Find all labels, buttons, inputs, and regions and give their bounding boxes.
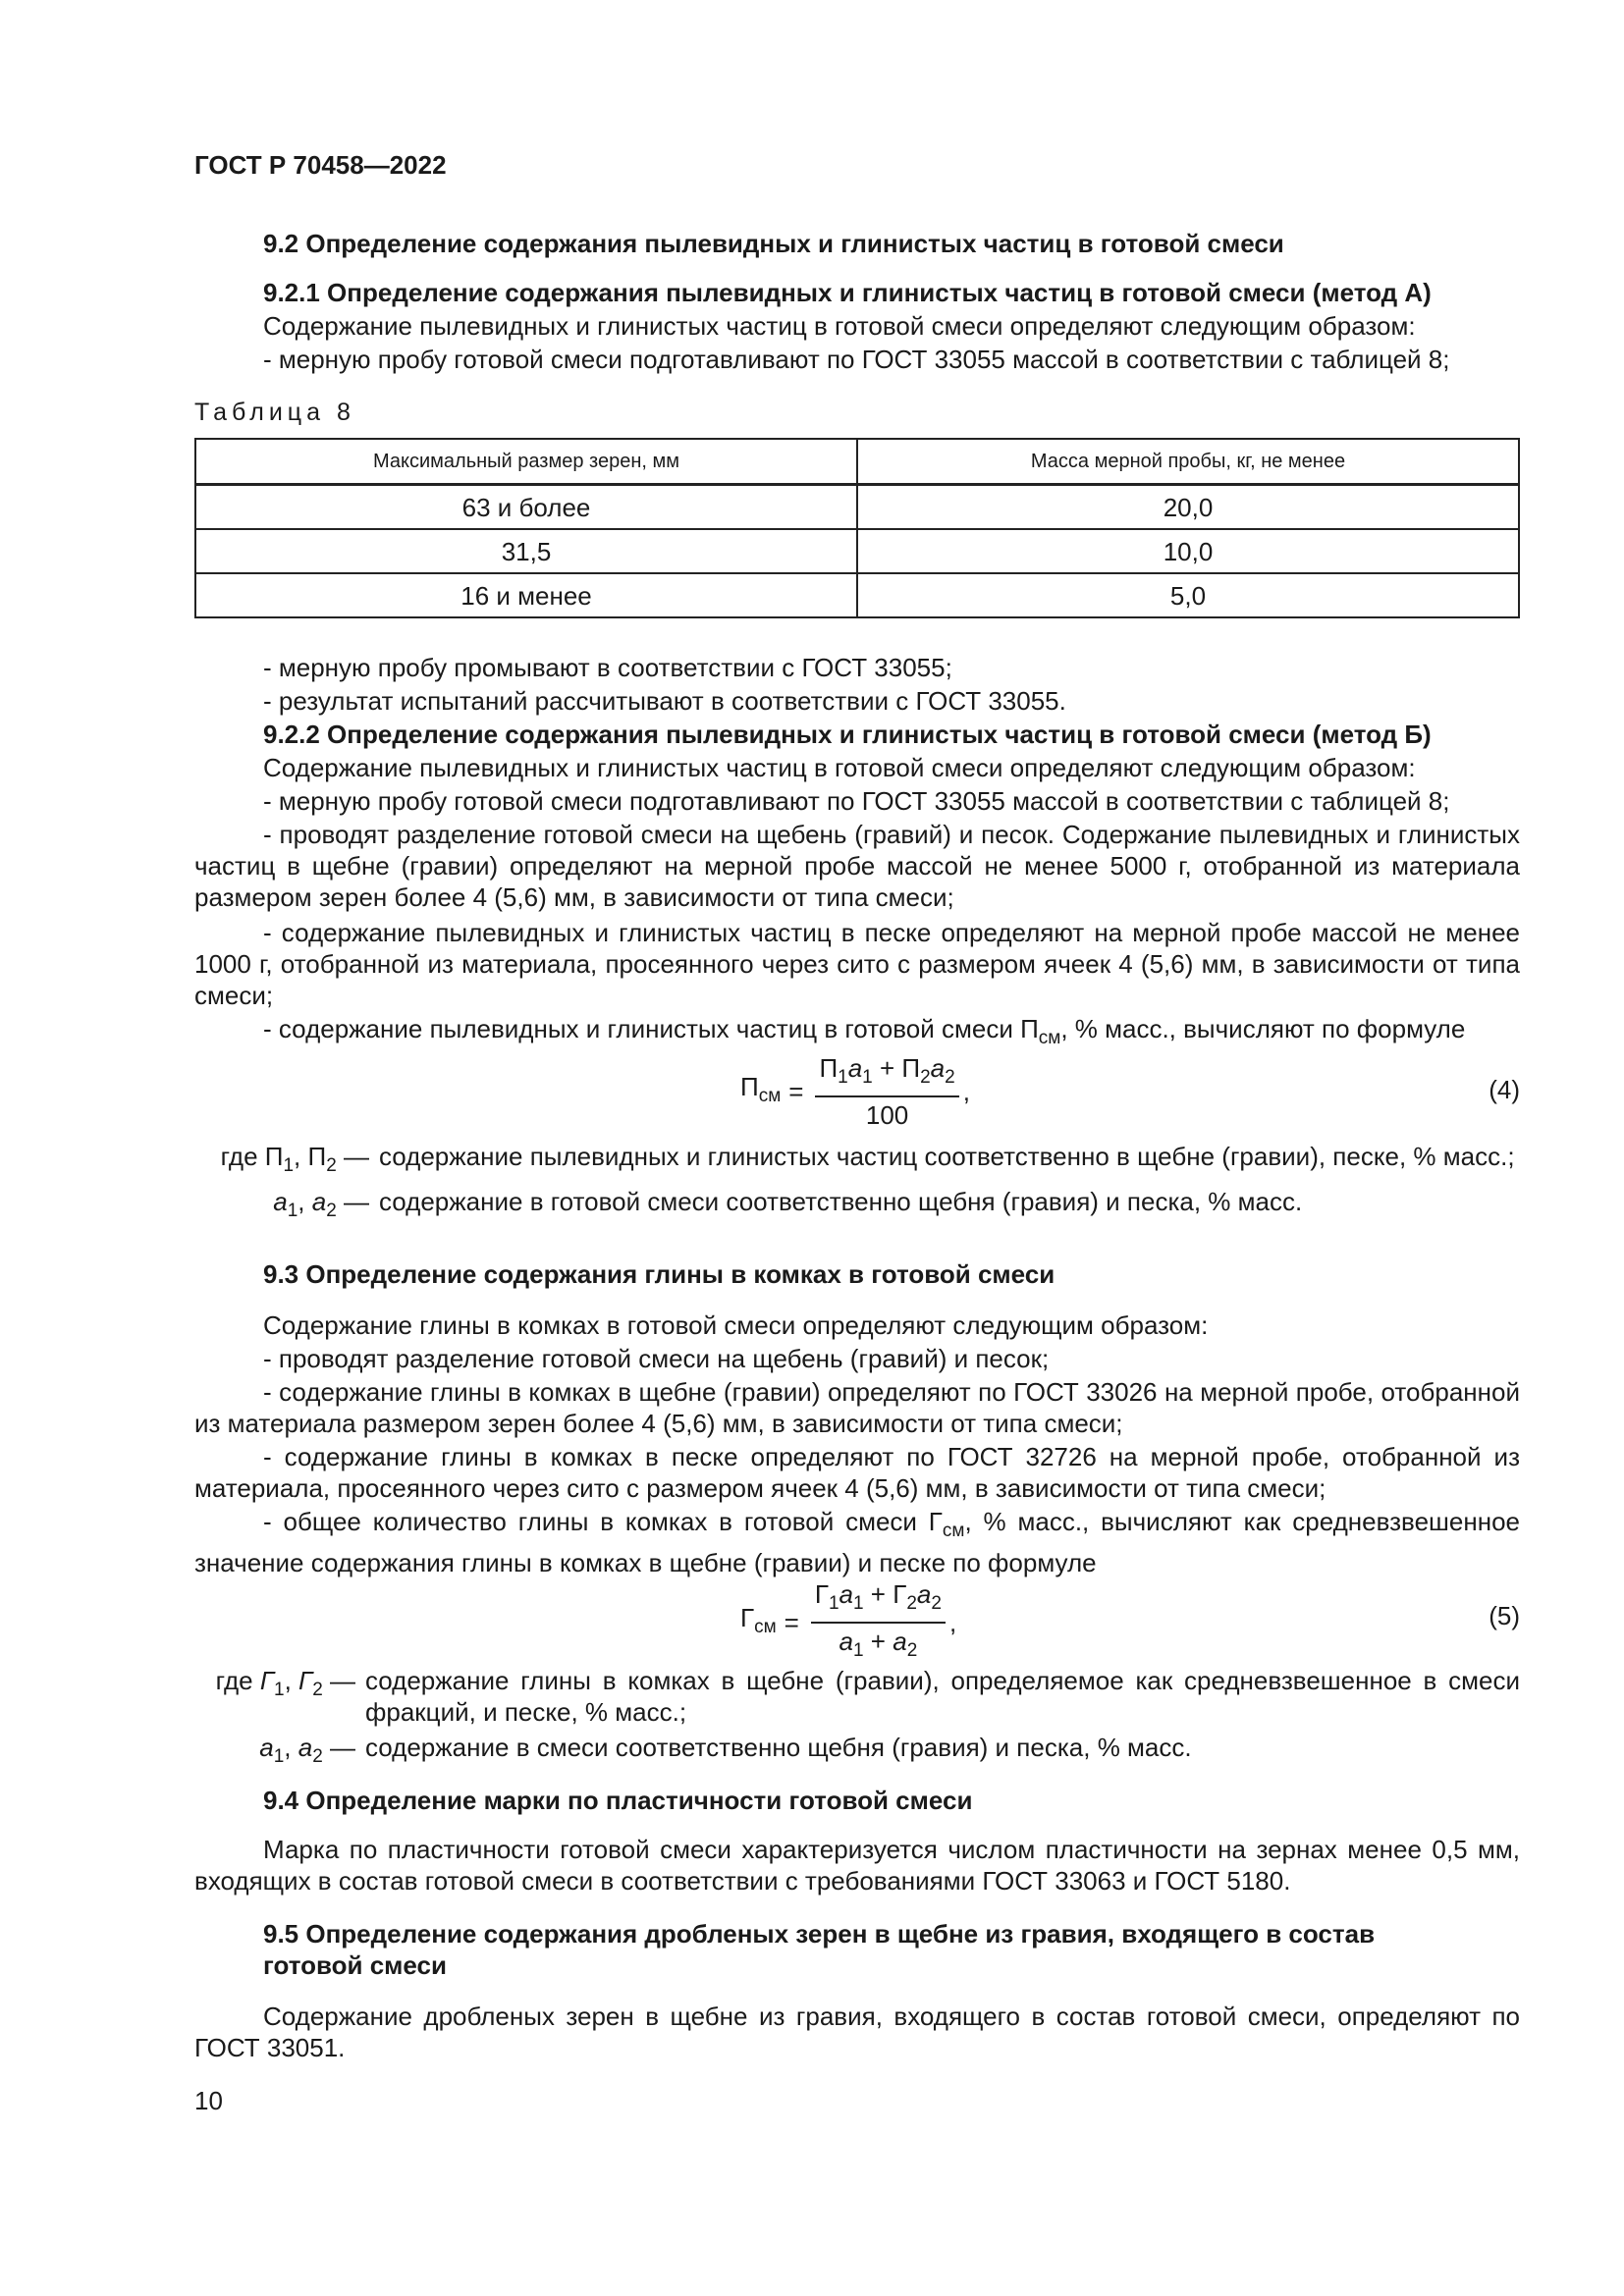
formula-denominator: $a_1 + a_2$ bbox=[839, 1627, 918, 1661]
table-row bbox=[195, 485, 1519, 530]
formula-4-legend bbox=[194, 1141, 1520, 1227]
table-header-cell: Максимальный размер зерен, мм bbox=[195, 439, 857, 485]
section-9-4-title: 9.4 Определение марки по пластичности готовой смеси bbox=[263, 1786, 973, 1815]
paragraph: - содержание пылевидных и глинистых частиц в песке определяют на мерной пробе массой не менее 1000 г, отобранной из материала, просеянного через сито с размером ячеек 4 (5,6) мм, в зависимости от типа смеси; bbox=[194, 918, 1520, 1010]
formula-fraction bbox=[811, 1578, 946, 1667]
section-9-2-title: 9.2 Определение содержания пылевидных и глинистых частиц в готовой смеси bbox=[263, 229, 1284, 258]
paragraph: - общее количество глины в комках в готовой смеси $Г_{см}$, % масс., вычисляют как средневзвешенное значение содержания глины в комках в щебне (гравии) и песке по формуле bbox=[194, 1507, 1520, 1577]
section-9-5-title: 9.5 Определение содержания дробленых зерен в щебне из гравия, входящего в состав готовой смеси bbox=[263, 1919, 1376, 1980]
legend-row: где $П_1$, $П_2$ — содержание пылевидных и глинистых частиц соответственно в щебне (гравии), песке, % масс.; bbox=[220, 1142, 1515, 1176]
section-9-2-1-title: 9.2.1 Определение содержания пылевидных и глинистых частиц в готовой смеси (метод А) bbox=[263, 278, 1432, 307]
table-cell: 63 и более bbox=[195, 485, 857, 530]
paragraph: - результат испытаний рассчитывают в соответствии с ГОСТ 33055. bbox=[263, 686, 1066, 716]
table-row bbox=[195, 573, 1519, 617]
paragraph: - проводят разделение готовой смеси на щебень (гравий) и песок. Содержание пылевидных и глинистых частиц в щебне (гравии) определяют на мерной пробе массой не менее 5000 г, отобранной из материала размером зерен более 4 (5,6) мм, в зависимости от типа смеси; bbox=[194, 820, 1520, 912]
formula-lhs: $П_{см}$ bbox=[740, 1072, 782, 1106]
table-cell: 31,5 bbox=[195, 529, 857, 573]
formula-5-legend bbox=[194, 1665, 1520, 1773]
table-cell: 16 и менее bbox=[195, 573, 857, 617]
formula-number: (4) bbox=[1489, 1075, 1520, 1104]
paragraph: Содержание глины в комках в готовой смеси определяют следующим образом: bbox=[263, 1310, 1209, 1340]
table-header-row bbox=[195, 439, 1519, 485]
section-9-3-title: 9.3 Определение содержания глины в комках в готовой смеси bbox=[263, 1259, 1056, 1289]
section-9-2-2-title: 9.2.2 Определение содержания пылевидных и глинистых частиц в готовой смеси (метод Б) bbox=[263, 720, 1432, 749]
paragraph: - содержание пылевидных и глинистых частиц в готовой смеси $П_{см}$, % масс., вычисляют по формуле bbox=[263, 1014, 1466, 1048]
page-number: 10 bbox=[194, 2086, 223, 2115]
legend-row: где $Г_1$, $Г_2$ — содержание глины в комках в щебне (гравии), определяемое как средневзвешенное в смеси фракций, и песке, % масс.; bbox=[215, 1666, 1520, 1727]
formula-5 bbox=[194, 1578, 1520, 1661]
paragraph: Содержание дробленых зерен в щебне из гравия, входящего в состав готовой смеси, определяют по ГОСТ 33051. bbox=[194, 2002, 1520, 2062]
formula-number: (5) bbox=[1489, 1601, 1520, 1630]
paragraph: - мерную пробу промывают в соответствии с ГОСТ 33055; bbox=[263, 653, 952, 682]
legend-row: $a_1$, $a_2$ — содержание в готовой смеси соответственно щебня (гравия) и песка, % масс. bbox=[273, 1187, 1303, 1221]
formula-body: $П_{см}$ = $\frac{П_1a_1 + П_2a_2}{100}$ , bbox=[740, 1053, 970, 1130]
table-cell: 20,0 bbox=[857, 485, 1519, 530]
paragraph: - мерную пробу готовой смеси подготавливают по ГОСТ 33055 массой в соответствии с таблицей 8; bbox=[263, 345, 1450, 374]
table-8 bbox=[194, 438, 1520, 618]
formula-denominator: 100 bbox=[865, 1100, 909, 1130]
formula-numerator: $Г_1a_1 + Г_2a_2$ bbox=[811, 1578, 946, 1624]
table-caption: Таблица 8 bbox=[194, 399, 355, 426]
legend-row: $a_1$, $a_2$ — содержание в смеси соответственно щебня (гравия) и песка, % масс. bbox=[259, 1733, 1192, 1767]
formula-body: $Г_{см}$ = $\frac{Г_1a_1 + Г_2a_2}{a_1 + a_2}$ , bbox=[740, 1578, 956, 1667]
formula-fraction bbox=[815, 1052, 958, 1131]
table-cell: 10,0 bbox=[857, 529, 1519, 573]
formula-numerator: $П_1a_1 + П_2a_2$ bbox=[815, 1052, 958, 1097]
paragraph: - мерную пробу готовой смеси подготавливают по ГОСТ 33055 массой в соответствии с таблицей 8; bbox=[263, 786, 1450, 816]
table-cell: 5,0 bbox=[857, 573, 1519, 617]
paragraph: Марка по пластичности готовой смеси характеризуется числом пластичности на зернах менее 0,5 мм, входящих в состав готовой смеси в соответствии с требованиями ГОСТ 33063 и ГОСТ 5180. bbox=[194, 1835, 1520, 1896]
formula-lhs: $Г_{см}$ bbox=[740, 1603, 777, 1637]
table-header-cell: Масса мерной пробы, кг, не менее bbox=[857, 439, 1519, 485]
paragraph: - проводят разделение готовой смеси на щебень (гравий) и песок; bbox=[263, 1344, 1050, 1373]
table-row bbox=[195, 529, 1519, 573]
paragraph: Содержание пылевидных и глинистых частиц в готовой смеси определяют следующим образом: bbox=[263, 753, 1416, 782]
formula-4 bbox=[194, 1052, 1520, 1131]
paragraph: - содержание глины в комках в песке определяют по ГОСТ 32726 на мерной пробе, отобранной из материала, просеянного через сито с размером ячеек 4 (5,6) мм, в зависимости от типа смеси; bbox=[194, 1442, 1520, 1503]
paragraph: - содержание глины в комках в щебне (гравии) определяют по ГОСТ 33026 на мерной пробе, отобранной из материала размером зерен более 4 (5,6) мм, в зависимости от типа смеси; bbox=[194, 1377, 1520, 1438]
document-header: ГОСТ Р 70458—2022 bbox=[194, 150, 447, 180]
paragraph: Содержание пылевидных и глинистых частиц в готовой смеси определяют следующим образом: bbox=[263, 311, 1416, 341]
